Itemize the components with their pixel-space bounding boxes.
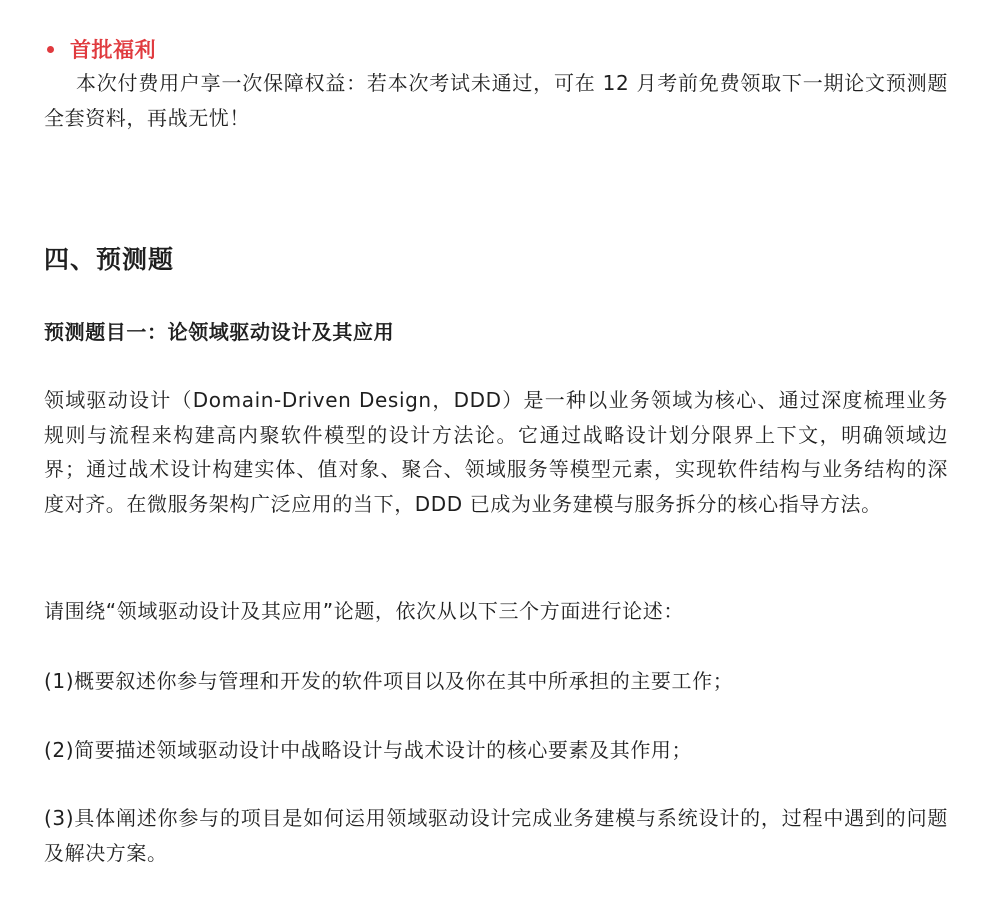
bullet-dot-icon [47,46,54,53]
benefit-bullet [44,34,156,64]
section-heading: 四、预测题 [44,245,175,274]
benefit-text: 本次付费用户享一次保障权益：若本次考试未通过，可在 12 月考前免费领取下一期论文预测题全套资料，再战无忧！ [44,71,948,130]
benefit-title: 首批福利 [70,38,156,62]
requirement-item-2: (2)简要描述领域驱动设计中战略设计与战术设计的核心要素及其作用； [44,738,693,762]
question-prompt: 请围绕“领域驱动设计及其应用”论题，依次从以下三个方面进行论述： [44,599,684,623]
requirement-item-3: (3)具体阐述你参与的项目是如何运用领域驱动设计完成业务建模与系统设计的，过程中遇到的问题及解决方案。 [44,806,948,865]
question-intro: 领域驱动设计（Domain-Driven Design，DDD）是一种以业务领域为核心、通过深度梳理业务规则与流程来构建高内聚软件模型的设计方法论。它通过战略设计划分限界上下文，明确领域边界；通过战术设计构建实体、值对象、聚合、领域服务等模型元素，实现软件结构与业务结构的深度对齐。在微服务架构广泛应用的当下，DDD 已成为业务建模与服务拆分的核心指导方法。 [44,388,948,516]
requirement-item-1: (1)概要叙述你参与管理和开发的软件项目以及你在其中所承担的主要工作； [44,669,734,693]
question-title: 预测题目一：论领域驱动设计及其应用 [44,320,395,344]
